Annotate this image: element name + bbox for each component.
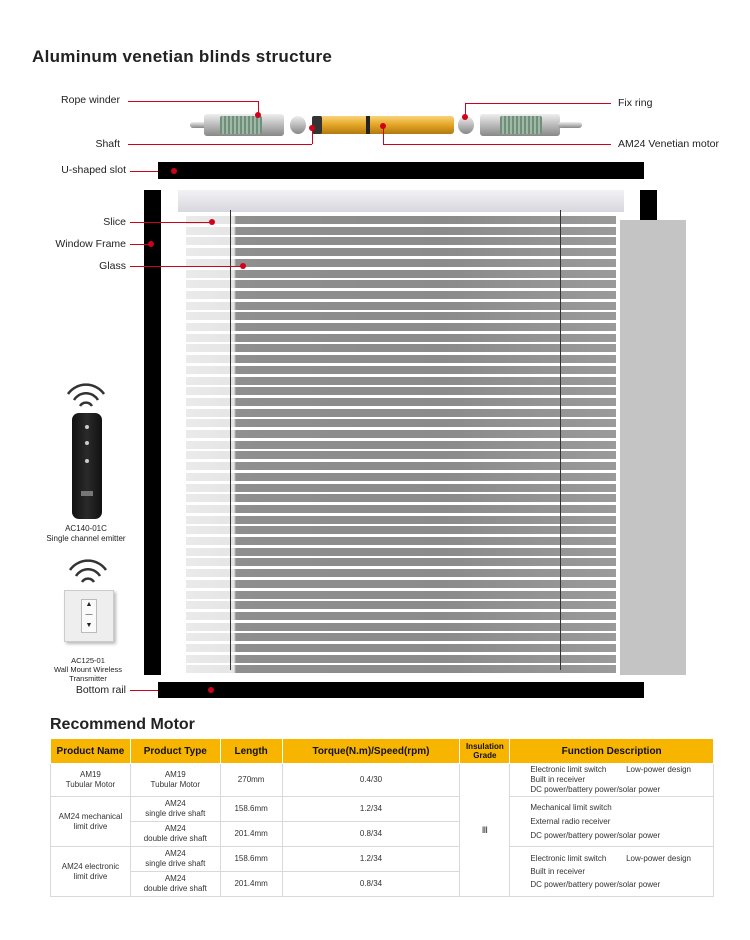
slat (186, 558, 616, 566)
wall-transmitter (64, 590, 114, 642)
cell-type: AM19 Tubular Motor (130, 764, 220, 797)
label-glass: Glass (99, 260, 126, 272)
slat (186, 237, 616, 245)
label-rope-winder: Rope winder (61, 94, 120, 106)
leader-slice (130, 222, 212, 223)
signal-waves-icon-2 (64, 556, 112, 586)
slat (186, 377, 616, 385)
down-icon (85, 459, 89, 463)
slat (186, 473, 616, 481)
dot-shaft (309, 125, 315, 131)
slat (186, 526, 616, 534)
slat (186, 270, 616, 278)
slat (186, 441, 616, 449)
slat (186, 419, 616, 427)
signal-waves-icon (62, 380, 110, 410)
header-product-name: Product Name (51, 739, 131, 764)
slat (186, 601, 616, 609)
left-rope-coil (220, 116, 262, 134)
slat (186, 644, 616, 652)
label-fix-ring: Fix ring (618, 97, 653, 109)
table-title: Recommend Motor (50, 716, 195, 733)
slat (186, 312, 616, 320)
up-icon (85, 425, 89, 429)
slat (186, 612, 616, 620)
ladder-cord-right (560, 210, 561, 670)
slat (186, 591, 616, 599)
dot-u-slot (171, 168, 177, 174)
label-bottom-rail: Bottom rail (75, 684, 126, 696)
cell-length: 158.6mm (220, 847, 282, 872)
cell-length: 270mm (220, 764, 282, 797)
leader-rope-winder (128, 101, 258, 102)
cell-torque: 1.2/34 (282, 847, 460, 872)
slat (186, 494, 616, 502)
slat (186, 430, 616, 438)
slat (186, 280, 616, 288)
stop-icon (85, 441, 89, 445)
header-length: Length (220, 739, 282, 764)
wall-button-panel (81, 599, 97, 633)
u-shaped-slot (158, 162, 644, 179)
cell-torque: 0.8/34 (282, 872, 460, 897)
cell-length: 201.4mm (220, 872, 282, 897)
table-row (51, 797, 714, 822)
header-insulation: Insulation Grade (460, 739, 510, 764)
bottom-rail (158, 682, 644, 698)
slat (186, 548, 616, 556)
slat (186, 665, 616, 673)
slat (186, 334, 616, 342)
slat (186, 516, 616, 524)
motor-table (50, 738, 714, 897)
cell-function: Electronic limit switch Low-power design Built in receiver DC power/battery power/solar power (510, 764, 714, 797)
cell-torque: 0.4/30 (282, 764, 460, 797)
ladder-cord-left (230, 210, 231, 670)
slat (186, 537, 616, 545)
dot-glass (240, 263, 246, 269)
label-u-slot: U-shaped slot (61, 164, 126, 176)
slat (186, 569, 616, 577)
slat (186, 366, 616, 374)
slat (186, 291, 616, 299)
label-slice: Slice (103, 216, 126, 228)
slat (186, 580, 616, 588)
dot-rope-winder (255, 112, 261, 118)
wall-model: AC125-01 (71, 656, 105, 665)
up-arrow-icon: ▲ (85, 601, 93, 608)
cell-type: AM24 double drive shaft (130, 872, 220, 897)
table-row (51, 764, 714, 797)
cell-function: Electronic limit switch Low-power design Built in receiver DC power/battery power/solar power (510, 847, 714, 897)
table-row (51, 847, 714, 872)
cell-length: 201.4mm (220, 822, 282, 847)
emitter-remote (72, 413, 102, 519)
header-torque: Torque(N.m)/Speed(rpm) (282, 739, 460, 764)
emitter-model: AC140-01C (65, 524, 107, 533)
cell-name: AM24 electronic limit drive (51, 847, 131, 897)
slat (186, 398, 616, 406)
wall-desc-1: Wall Mount Wireless (53, 665, 123, 674)
cell-insulation: Ⅲ (460, 764, 510, 897)
slat (186, 409, 616, 417)
dot-fix-ring (462, 114, 468, 120)
dot-bottom-rail (208, 687, 214, 693)
slat (186, 302, 616, 310)
cell-torque: 0.8/34 (282, 822, 460, 847)
slat (186, 633, 616, 641)
label-shaft: Shaft (95, 138, 120, 150)
left-coupling (290, 116, 306, 134)
slat (186, 216, 616, 224)
leader-glass (130, 266, 242, 267)
leader-shaft (128, 144, 312, 145)
cell-torque: 1.2/34 (282, 797, 460, 822)
cell-length: 158.6mm (220, 797, 282, 822)
cell-name: AM19 Tubular Motor (51, 764, 131, 797)
cell-name: AM24 mechanical limit drive (51, 797, 131, 847)
slat (186, 323, 616, 331)
slat (186, 505, 616, 513)
dot-slice (209, 219, 215, 225)
motor-band (366, 116, 370, 134)
slat (186, 623, 616, 631)
slat (186, 484, 616, 492)
slat (186, 227, 616, 235)
right-rope-coil (500, 116, 542, 134)
header-function: Function Description (510, 739, 714, 764)
slat (186, 355, 616, 363)
slat (186, 451, 616, 459)
blind-slats (186, 216, 616, 676)
motor-assembly (190, 108, 585, 144)
slat (186, 344, 616, 352)
cell-type: AM24 single drive shaft (130, 797, 220, 822)
cell-type: AM24 double drive shaft (130, 822, 220, 847)
slat (186, 655, 616, 663)
label-window-frame: Window Frame (55, 238, 126, 250)
dot-motor (380, 123, 386, 129)
label-motor: AM24 Venetian motor (618, 138, 719, 150)
window-frame-left (144, 190, 161, 675)
slat (186, 462, 616, 470)
cell-type: AM24 single drive shaft (130, 847, 220, 872)
leader-fix-ring (465, 103, 611, 104)
header-product-type: Product Type (130, 739, 220, 764)
slat (186, 248, 616, 256)
down-arrow-icon: ▼ (85, 622, 93, 629)
slat (186, 387, 616, 395)
dot-window-frame (148, 241, 154, 247)
table-header-row (51, 739, 714, 764)
stop-line-icon: — (85, 611, 93, 618)
headrail (178, 190, 624, 212)
wall-desc-2: Transmitter (69, 674, 107, 683)
glass-pane (620, 220, 686, 675)
page-title: Aluminum venetian blinds structure (32, 47, 333, 66)
brand-logo (81, 491, 93, 496)
right-shaft-pin (558, 122, 582, 128)
cell-function: Mechanical limit switch External radio receiver DC power/battery power/solar power (510, 797, 714, 847)
slat (186, 259, 616, 267)
leader-window-frame (130, 244, 150, 245)
leader-motor (383, 144, 611, 145)
emitter-desc: Single channel emitter (46, 534, 126, 543)
